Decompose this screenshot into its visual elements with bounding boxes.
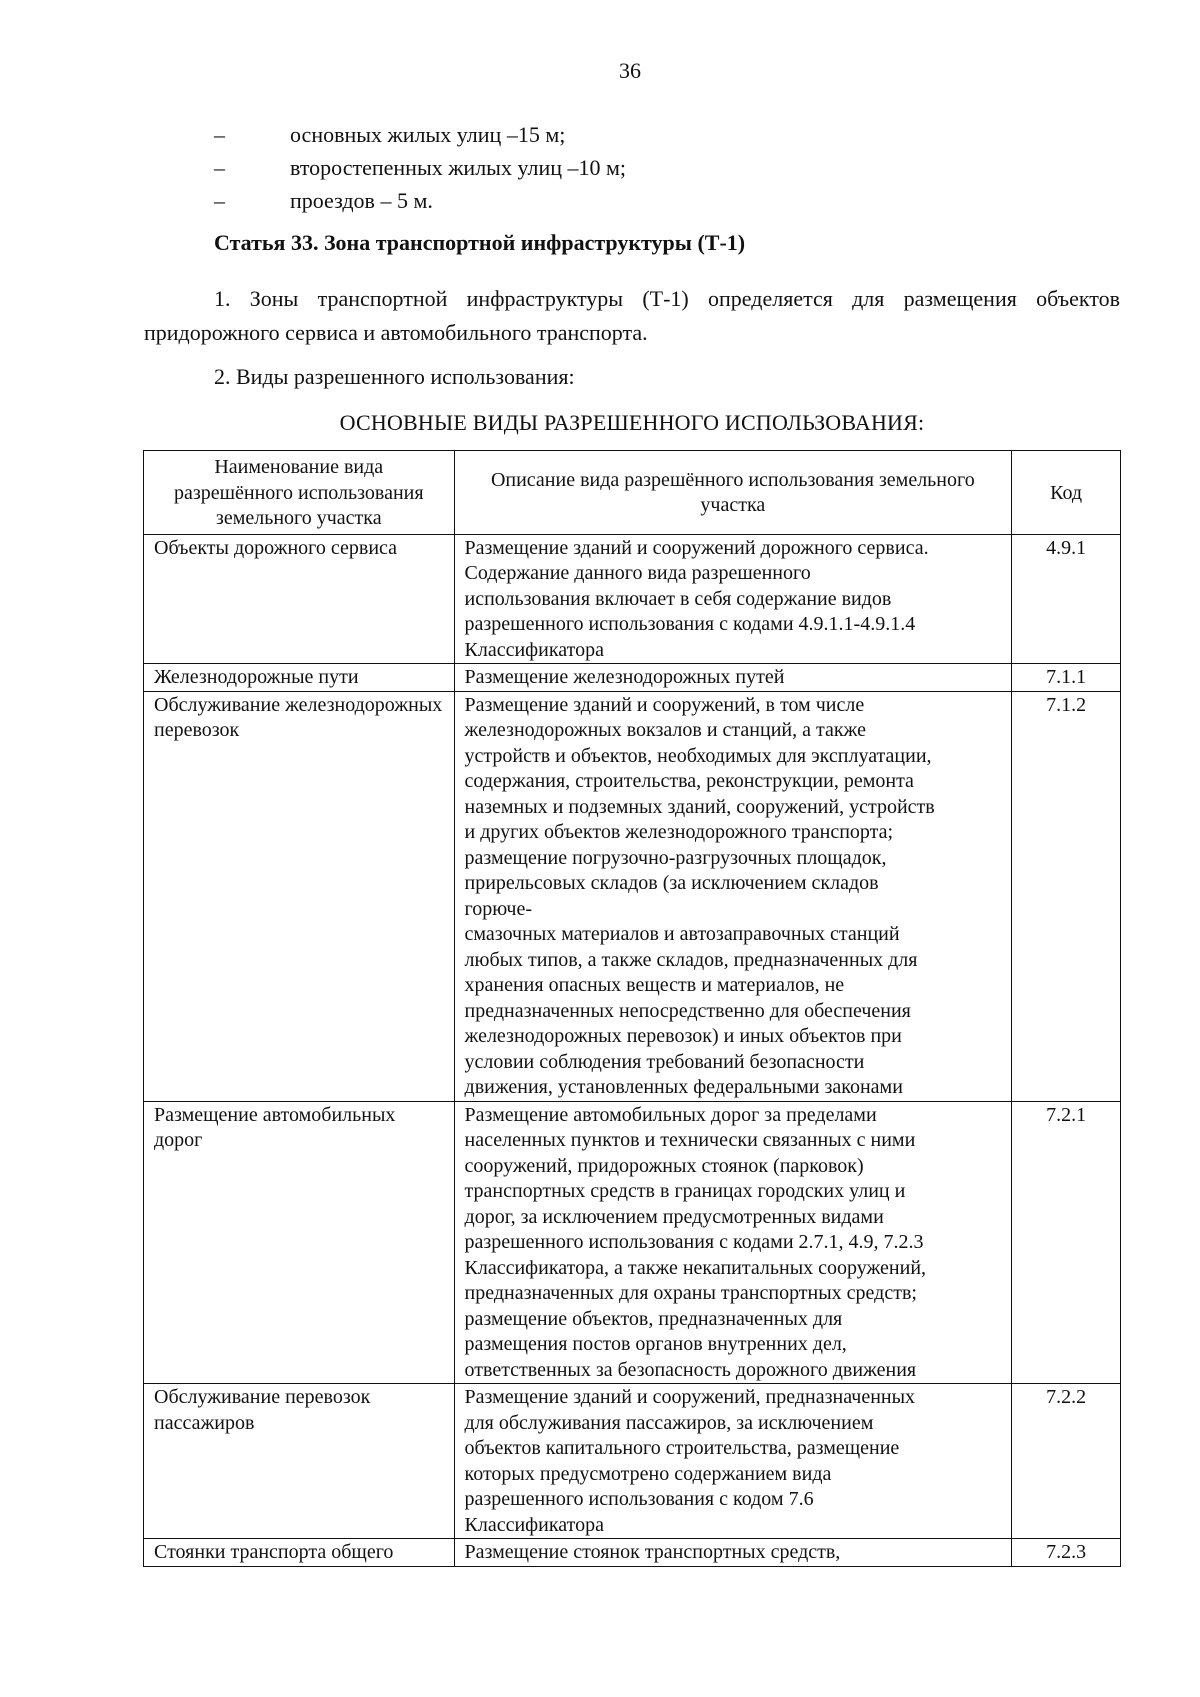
cell-description: Размещение автомобильных дорог за пределами населенных пунктов и технически связанных с ними сооружений, придорожных стоянок (парковок) транспортных средств в границах городских улиц и дорог, за исключением предусмотренных видами разрешенного использования с кодами 2.7.1, 4.9, 7.2.3 Классификатора, а также некапитальных сооружений, предназначенных для охраны транспортных средств; размещение объектов, предназначенных для размещения постов органов внутренних дел, ответственных за безопасность дорожного движения <box>454 1101 1012 1384</box>
cell-code: 4.9.1 <box>1012 534 1121 664</box>
table-row <box>144 664 1121 692</box>
list-dash: – <box>214 188 225 213</box>
list-item <box>214 118 626 151</box>
cell-code: 7.1.1 <box>1012 664 1121 692</box>
cell-description: Размещение стоянок транспортных средств, <box>454 1539 1012 1567</box>
list-dash: – <box>214 122 225 147</box>
cell-code: 7.2.3 <box>1012 1539 1121 1567</box>
cell-name: Обслуживание железнодорожных перевозок <box>144 691 455 1101</box>
page-number: 36 <box>619 58 641 83</box>
width-requirements-list <box>214 118 626 217</box>
table-row <box>144 1384 1121 1539</box>
table-row <box>144 1101 1121 1384</box>
cell-name: Железнодорожные пути <box>144 664 455 692</box>
cell-name: Стоянки транспорта общего <box>144 1539 455 1567</box>
cell-code: 7.2.1 <box>1012 1101 1121 1384</box>
table-row <box>144 691 1121 1101</box>
cell-name: Обслуживание перевозок пассажиров <box>144 1384 455 1539</box>
cell-code: 7.1.2 <box>1012 691 1121 1101</box>
article-title: Статья 33. Зона транспортной инфраструктуры (Т-1) <box>214 230 746 255</box>
list-item <box>214 184 626 217</box>
list-item-text: второстепенных жилых улиц –10 м; <box>290 155 627 180</box>
list-dash: – <box>214 155 225 180</box>
paragraph-zone-definition: 1. Зоны транспортной инфраструктуры (Т-1) определяется для размещения объектов придорожного сервиса и автомобильного транспорта. <box>144 286 1120 345</box>
table-row <box>144 534 1121 664</box>
header-name: Наименование вида разрешённого использования земельного участка <box>144 451 455 535</box>
table-row <box>144 1539 1121 1567</box>
header-description: Описание вида разрешённого использования земельного участка <box>454 451 1012 535</box>
header-code: Код <box>1012 451 1121 535</box>
cell-description: Размещение зданий и сооружений дорожного сервиса. Содержание данного вида разрешенного использования включает в себя содержание видов разрешенного использования с кодами 4.9.1.1-4.9.1.4 Классификатора <box>454 534 1012 664</box>
cell-description: Размещение зданий и сооружений, в том числе железнодорожных вокзалов и станций, а также устройств и объектов, необходимых для эксплуатации, содержания, строительства, реконструкции, ремонта наземных и подземных зданий, сооружений, устройств и других объектов железнодорожного транспорта; размещение погрузочно-разгрузочных площадок, прирельсовых складов (за исключением складов горюче- смазочных материалов и автозаправочных станций любых типов, а также складов, предназначенных для хранения опасных веществ и материалов, не предназначенных непосредственно для обеспечения железнодорожных перевозок) и иных объектов при условии соблюдения требований безопасности движения, установленных федеральными законами <box>454 691 1012 1101</box>
cell-description: Размещение железнодорожных путей <box>454 664 1012 692</box>
permitted-uses-table <box>143 450 1121 1567</box>
table-header-row <box>144 451 1121 535</box>
list-item-text: основных жилых улиц –15 м; <box>290 122 566 147</box>
list-item <box>214 151 626 184</box>
list-item-text: проездов – 5 м. <box>290 188 433 213</box>
cell-name: Объекты дорожного сервиса <box>144 534 455 664</box>
cell-description: Размещение зданий и сооружений, предназначенных для обслуживания пассажиров, за исключением объектов капитального строительства, размещение которых предусмотрено содержанием вида разрешенного использования с кодом 7.6 Классификатора <box>454 1384 1012 1539</box>
section-caption: ОСНОВНЫЕ ВИДЫ РАЗРЕШЕННОГО ИСПОЛЬЗОВАНИЯ: <box>339 410 925 435</box>
paragraph-permitted-uses: 2. Виды разрешенного использования: <box>214 364 575 389</box>
cell-code: 7.2.2 <box>1012 1384 1121 1539</box>
cell-name: Размещение автомобильных дорог <box>144 1101 455 1384</box>
